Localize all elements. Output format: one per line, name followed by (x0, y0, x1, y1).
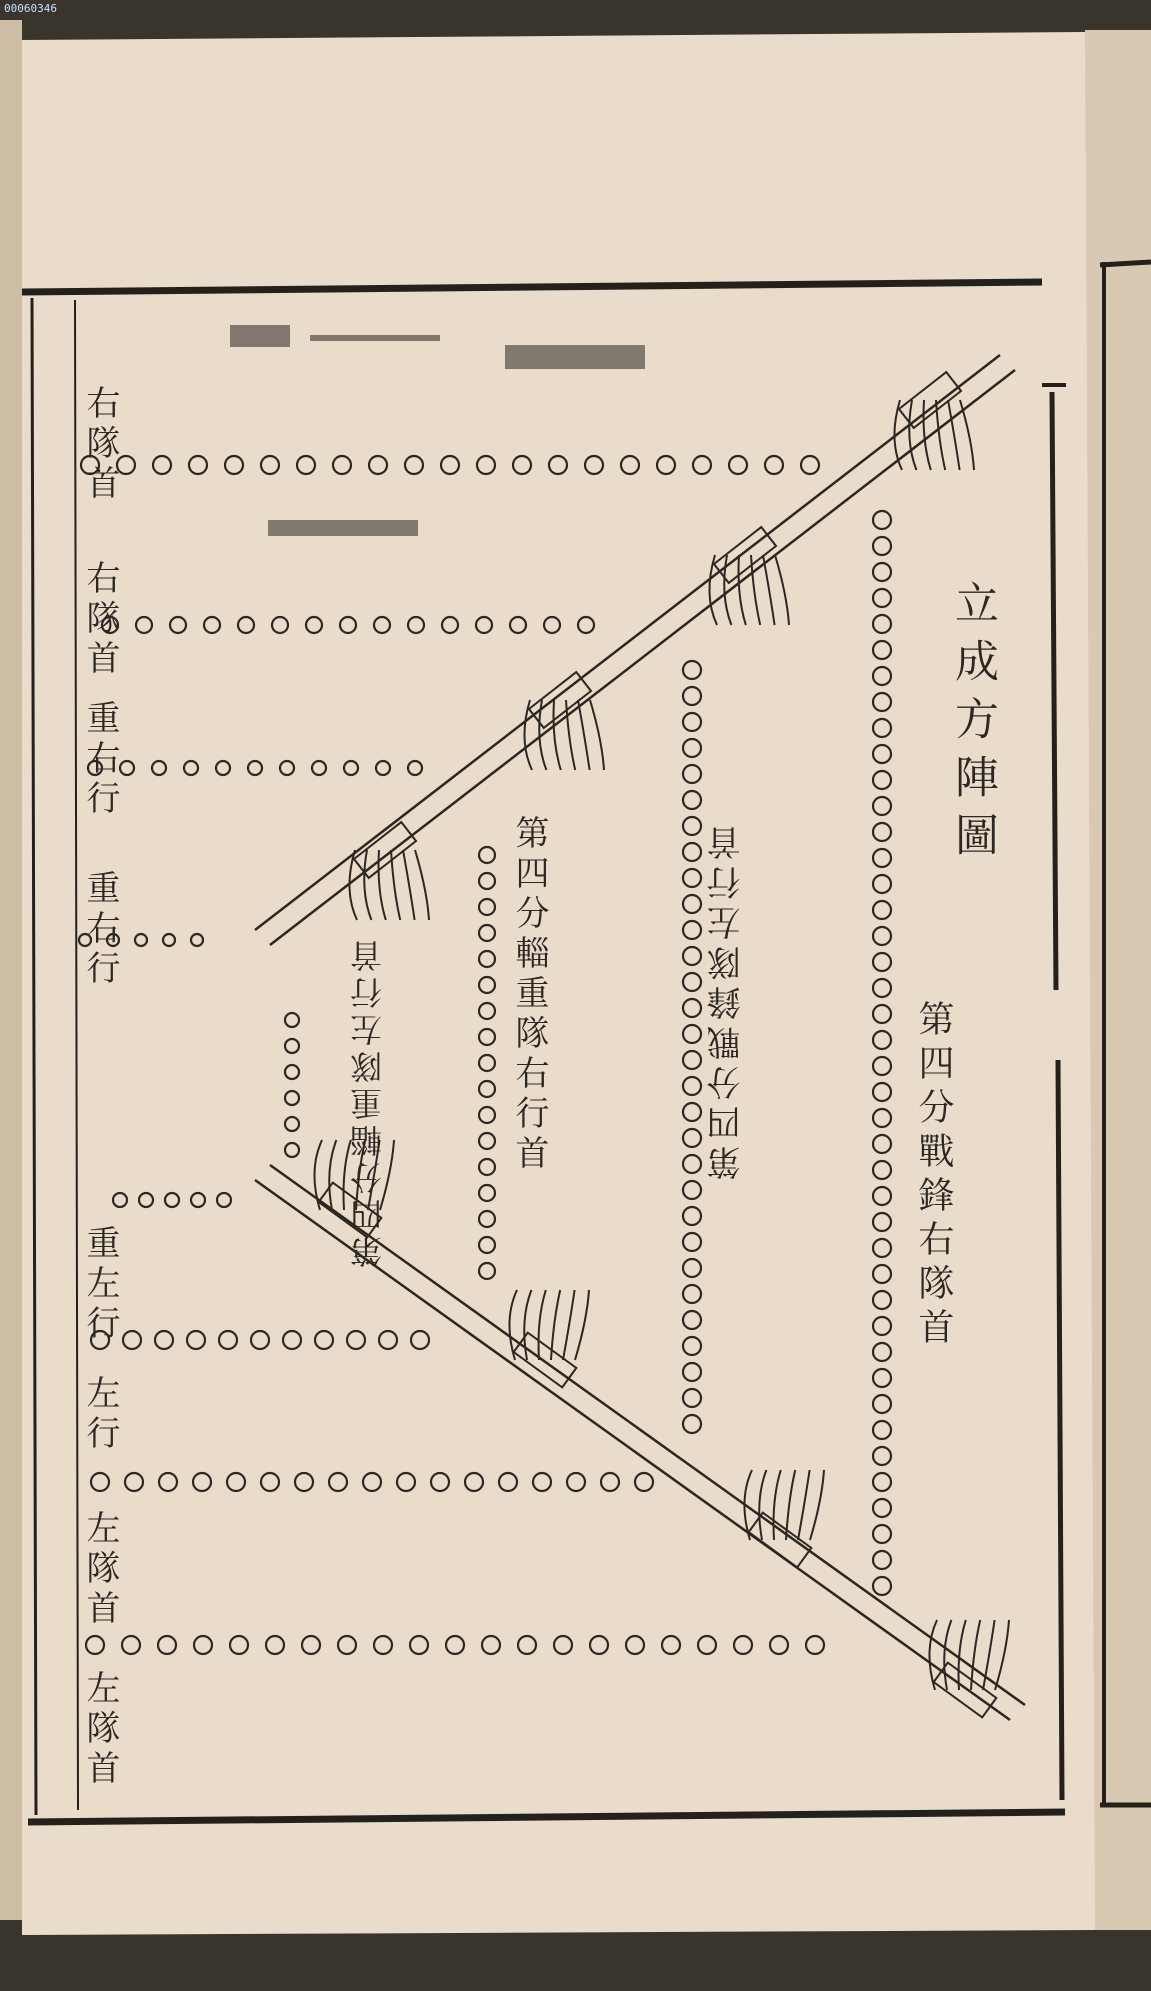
book-spine-edge (0, 20, 22, 1920)
label-battle-right: 第四分戰鋒右隊首 (913, 1000, 954, 1352)
paper-page (22, 32, 1095, 1935)
label-right-lead-2: 右隊首 (80, 560, 120, 680)
diagram-title: 立成方陣圖 (947, 580, 998, 870)
next-page-edge (1085, 30, 1151, 1930)
label-baggage-left-inverted: 第四分輜重隊左行首 (349, 935, 387, 1268)
label-heavy-right-1: 重右行 (80, 700, 120, 820)
label-left-lead-2: 左隊首 (80, 1670, 120, 1790)
label-battle-left-inverted: 第四分戰鋒隊左行首 (707, 820, 747, 1180)
label-heavy-left: 重左行 (80, 1225, 120, 1345)
label-left-row: 左行 (80, 1375, 120, 1455)
label-heavy-right-2: 重右行 (80, 870, 120, 990)
label-right-lead-1: 右隊首 (80, 385, 120, 505)
image-id: 00060346 (4, 2, 57, 15)
label-baggage-right: 第四分輜重隊右行首 (509, 815, 549, 1175)
label-left-lead-1: 左隊首 (80, 1510, 120, 1630)
